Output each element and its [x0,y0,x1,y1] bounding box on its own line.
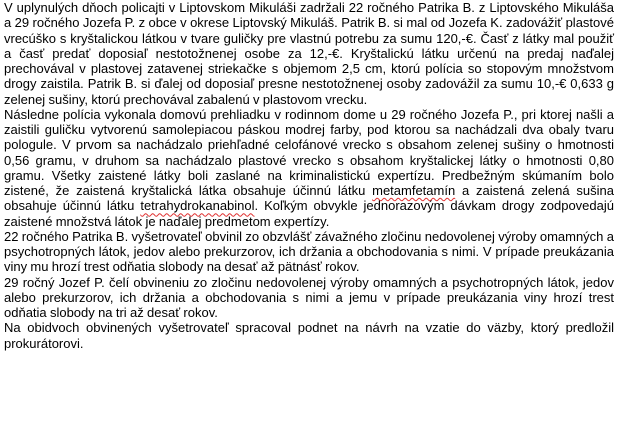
spellcheck-word-tetrahydrokanabinol[interactable]: tetrahydrokanabinol [140,198,255,214]
paragraph-charge-patrik [4,229,614,275]
paragraph-text: 29 ročný Jozef P. čelí obvineniu zo zločinu nedovolenej výroby omamných a psychotropných látok, jedov alebo prekurzorov, ich držania a obchodovania s nimi a jemu v prípade preukázania viny hrozí trest odňatia slobody na tri až desať rokov. [4,274,614,320]
paragraph-text: Na obidvoch obvinených vyšetrovateľ spracoval podnet na návrh na vzatie do väzby, ktorý predložil prokurátorovi. [4,320,614,351]
paragraph-charge-jozef [4,275,614,321]
paragraph-text: Následne polícia vykonala domovú prehliadku v rodinnom dome u 29 ročného Jozefa P., pri ktorej našli a zaistili guličku vytvorenú samolepiacou páskou modrej farby, pod ktorou sa nachádzali dva obaly tvaru pologule. V prvom sa nachádzalo priehľadné celofánové vrecko s obsahom zelenej sušiny o hmotnosti 0,56 gramu, v druhom sa nachádzalo plastové vrecko s obsahom kryštalickej látky o hmotnosti 0,80 gramu. Všetky zaistené látky boli zaslané na kriminalistickú expertízu. Predbežným skúmaním bolo zistené, že zaistená kryštalická látka obsahuje účinnú látku [4,106,614,198]
paragraph-text: . Koľkým obvykle jednorazovým dávkam drogy zodpovedajú zaistené množstvá látok je naďalej predmetom expertízy. [4,198,614,229]
paragraph-text: 22 ročného Patrika B. vyšetrovateľ obvinil zo obzvlášť závažného zločinu nedovolenej výroby omamných a psychotropných látok, jedov alebo prekurzorov, ich držania a obchodovania s nimi. V prípade preukázania viny mu hrozí trest odňatia slobody na desať až pätnásť rokov. [4,228,614,275]
spellcheck-word-metamfetamin[interactable]: metamfetamín [372,183,456,198]
paragraph-house-search [4,107,614,229]
paragraph-custody-proposal [4,320,614,351]
paragraph-text: a zaistená zelená sušina obsahuje účinnú látku [4,183,614,214]
paragraph-detention [4,0,614,107]
paragraph-text: V uplynulých dňoch policajti v Liptovskom Mikuláši zadržali 22 ročného Patrika B. z Liptovského Mikuláša a 29 ročného Jozefa P. z obce v okrese Liptovský Mikuláš. Patrik B. si mal od Jozefa K. zadovážiť plastové vrecúško s kryštalickou látkou v tvare guličky pre vlastnú potrebu za sumu 120,-€. Časť z látky mal použiť a časť predať doposiaľ nestotožnenej osobe za 12,-€. Kryštalickú látku určenú na predaj naďalej prechovával v plastovej zatavenej striekačke s objemom 2,5 cm, ktorú polícia so stopovým množstvom drogy zaistila. Patrik B. si ďalej od doposiaľ presne nestotožnenej osoby zadovážil za sumu 10,-€ 0,633 g zelenej sušiny, ktorú prechovával zabalenú v plastovom vrecku. [4,0,614,107]
